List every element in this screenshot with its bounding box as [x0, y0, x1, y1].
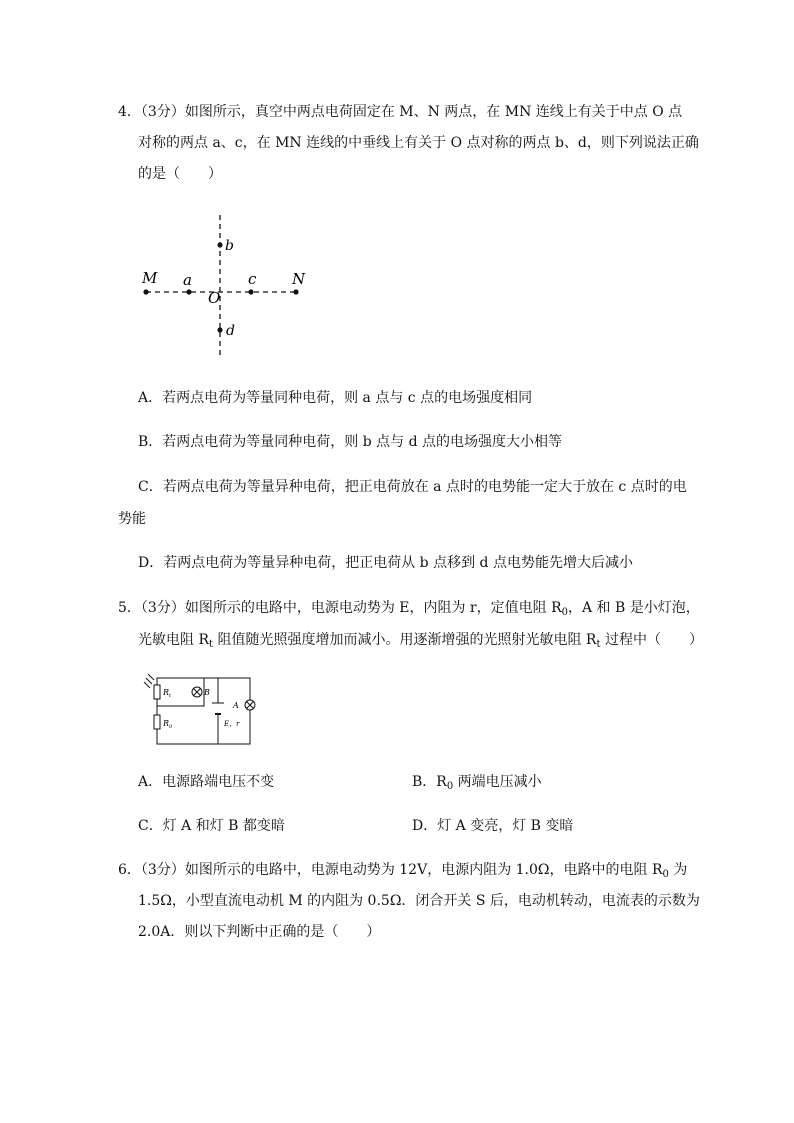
label-a-lamp: A: [233, 701, 239, 710]
question-5-stem-line1: 5．（3分）如图所示的电路中，电源电动势为 E，内阻为 r，定值电阻 $R_0$，A 和 B 是小灯泡，: [118, 600, 700, 618]
light-arrows: [144, 674, 154, 688]
q4-option-c-line2: 势能: [118, 511, 146, 527]
point-M: [143, 289, 148, 294]
q5-option-a: A．电源路端电压不变: [138, 774, 275, 790]
q4-option-b: B．若两点电荷为等量同种电荷，则 b 点与 d 点的电场强度大小相等: [138, 434, 563, 450]
q5-option-b: B．$R_0$ 两端电压减小: [412, 774, 542, 792]
charge-diagram: [130, 205, 330, 365]
circuit-diagram-q5: [140, 670, 280, 752]
q4-option-d: D．若两点电荷为等量异种电荷，把正电荷从 b 点移到 d 点电势能先增大后减小: [138, 555, 633, 571]
label-b-lamp: B: [204, 688, 210, 697]
question-4-stem-line2: 对称的两点 a、c，在 MN 连线的中垂线上有关于 O 点对称的两点 b、d，则下列说法正确: [138, 135, 699, 151]
question-6-stem-line1: 6．（3分）如图所示的电路中，电源电动势为 12V，电源内阻为 1.0Ω，电路中的电阻 $R_0$ 为: [118, 862, 688, 880]
label-M: M: [142, 269, 158, 287]
label-rt: $R_t$: [163, 688, 172, 699]
point-d: [217, 327, 222, 332]
rt-resistor: [154, 685, 160, 699]
question-4-stem-line1: 4．（3分）如图所示，真空中两点电荷固定在 M、N 两点，在 MN 连线上有关于中点 O 点: [118, 104, 683, 120]
r0-resistor: [154, 715, 160, 729]
question-6-stem-line2: 1.5Ω，小型直流电动机 M 的内阻为 0.5Ω．闭合开关 S 后，电动机转动，电流表的示数为: [138, 893, 700, 909]
point-a: [186, 289, 191, 294]
label-O: O: [208, 289, 221, 307]
label-N: N: [292, 270, 306, 288]
label-r0: $R_0$: [163, 719, 173, 730]
point-b: [217, 242, 222, 247]
point-c: [248, 289, 253, 294]
label-b: b: [225, 238, 234, 254]
label-d: d: [226, 323, 235, 339]
q4-option-c-line1: C．若两点电荷为等量异种电荷，把正电荷放在 a 点时的电势能一定大于放在 c 点时的电: [138, 479, 687, 495]
question-5-stem-line2: 光敏电阻 $R_t$ 阻值随光照强度增加而减小。用逐渐增强的光照射光敏电阻 $R_t$ 过程中（ ）: [138, 632, 703, 650]
q5-option-c: C．灯 A 和灯 B 都变暗: [138, 818, 285, 834]
question-4-stem-line3: 的是（ ）: [138, 166, 222, 182]
point-N: [293, 289, 298, 294]
question-6-stem-line3: 2.0A．则以下判断中正确的是（ ）: [138, 924, 381, 940]
q4-option-a: A．若两点电荷为等量同种电荷，则 a 点与 c 点的电场强度相同: [138, 390, 533, 406]
label-a: a: [183, 271, 192, 289]
label-c: c: [248, 270, 257, 288]
q5-option-d: D．灯 A 变亮，灯 B 变暗: [412, 818, 574, 834]
label-e-r: E，r: [224, 720, 240, 728]
